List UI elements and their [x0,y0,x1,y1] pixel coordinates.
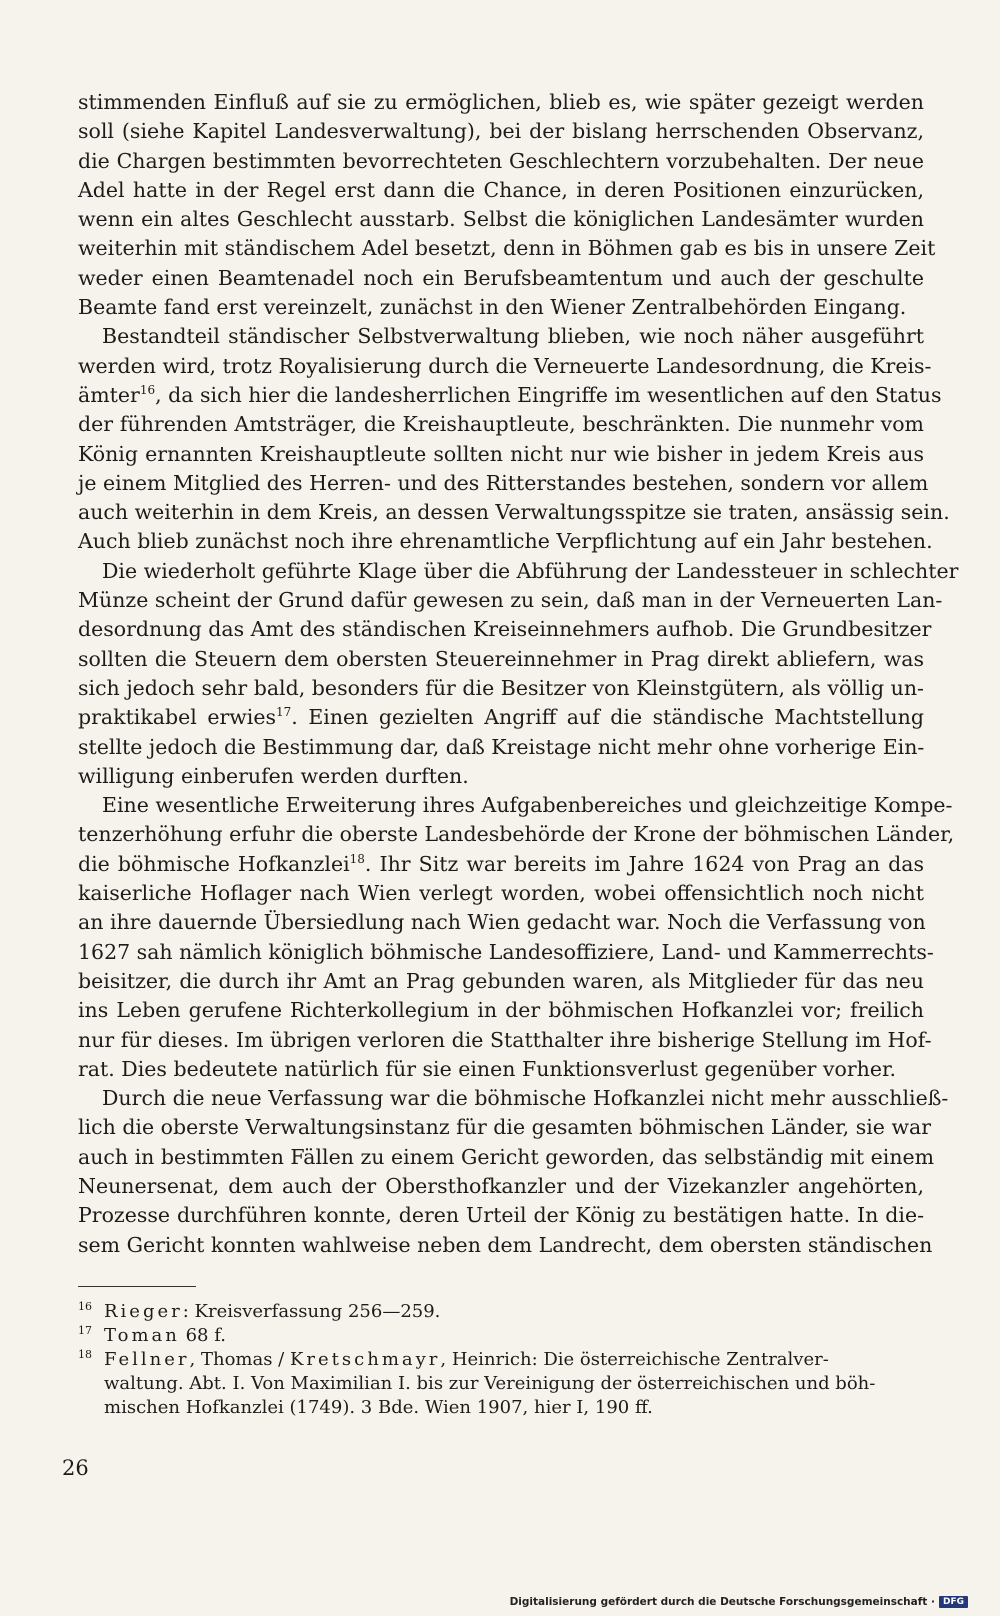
text-line [78,703,924,732]
text-line [78,850,924,879]
paragraph-4 [78,791,955,1084]
footnote-ref-17: 17 [276,705,292,720]
text-line: Münze scheint der Grund dafür gewesen zu sein, daß man in der Verneuerten Lan- [78,588,943,613]
text-line: Bestandteil ständischer Selbstverwaltung blieben, wie noch näher ausgeführt [102,324,924,349]
text-line: je einem Mitglied des Herren- und des Ritterstandes bestehen, sondern vor allem [78,470,929,495]
footnote-author: Fellner [104,1349,190,1370]
text-segment: , da sich hier die landesherrlichen Eingriffe im wesentlichen auf den Status [155,382,942,407]
text-line: ins Leben gerufene Richterkollegium in der böhmischen Hofkanzlei vor; freilich [78,998,924,1023]
dfg-logo: DFG [939,1596,968,1608]
text-line: weder einen Beamtenadel noch ein Berufsbeamtentum und auch der geschulte [78,265,924,290]
credit-text: Digitalisierung gefördert durch die Deutsche Forschungsgemeinschaft · [509,1596,935,1608]
text-line: wenn ein altes Geschlecht ausstarb. Selbst die königlichen Landesämter wurden [78,207,924,232]
footnote-18: 18 Fellner, Thomas / Kretschmayr, Heinrich: Die österreichische Zentralver- waltung. Abt. I. Von Maximilian I. bis zur Vereinigung der österreichischen und böh- mischen Hofkanzlei (1749). 3 Bde. Wien 1907, hier I, 190 ff. [78,1348,924,1420]
text-line: Adel hatte in der Regel erst dann die Chance, in deren Positionen einzurücken, [78,177,924,202]
text-line: der führenden Amtsträger, die Kreishauptleute, beschränkten. Die nunmehr vom [78,412,924,437]
text-line: desordnung das Amt des ständischen Kreiseinnehmers aufhob. Die Grundbesitzer [78,617,932,642]
text-line [78,381,942,410]
text-line: rat. Dies bedeutete natürlich für sie einen Funktionsverlust gegenüber vorher. [78,1056,897,1081]
text-line: Die wiederholt geführte Klage über die Abführung der Landessteuer in schlechter [102,558,959,583]
digitization-credit [510,1596,968,1608]
text-line: Auch blieb zunächst noch ihre ehrenamtliche Verpflichtung auf ein Jahr bestehen. [78,529,933,554]
footnote-ref-16: 16 [139,382,156,397]
text-line: beisitzer, die durch ihr Amt an Prag gebunden waren, als Mitglieder für das neu [78,968,924,993]
text-segment: ämter [78,382,140,407]
text-segment: . Ihr Sitz war bereits im Jahre 1624 von Prag an das [364,851,924,876]
text-line: an ihre dauernde Übersiedlung nach Wien gedacht war. Noch die Verfassung von [78,910,926,935]
footnote-text: 68 f. [179,1325,226,1346]
text-line: sem Gericht konnten wahlweise neben dem Landrecht, dem obersten ständischen [78,1232,933,1257]
text-line: Neunersenat, dem auch der Obersthofkanzler und der Vizekanzler angehörten, [78,1173,924,1198]
footnote-ref-18: 18 [349,851,365,866]
footnote-text: , Thomas / [189,1349,290,1370]
text-line: nur für dieses. Im übrigen verloren die Statthalter ihre bisherige Stellung im Hof- [78,1027,932,1052]
text-line: König ernannten Kreishauptleute sollten nicht nur wie bisher in jedem Kreis aus [78,441,924,466]
text-line: Beamte fand erst vereinzelt, zunächst in den Wiener Zentralbehörden Eingang. [78,295,907,320]
paragraph-5 [78,1084,949,1260]
footnote-text: , Heinrich: Die österreichische Zentralver- [440,1349,829,1370]
footnote-text: waltung. Abt. I. Von Maximilian I. bis zur Vereinigung der österreichischen und böh- [104,1373,876,1394]
text-line: willigung einberufen werden durften. [78,763,469,788]
text-line: weiterhin mit ständischem Adel besetzt, denn in Böhmen gab es bis in unsere Zeit [78,236,936,261]
text-segment: die böhmische Hofkanzlei [78,851,350,876]
text-line: stimmenden Einfluß auf sie zu ermöglichen, blieb es, wie später gezeigt werden [78,90,924,114]
text-line: Eine wesentliche Erweiterung ihres Aufgabenbereiches und gleichzeitige Kompe- [102,793,953,818]
text-segment: praktikabel erwies [78,705,277,730]
paragraph-2 [78,322,950,556]
text-line: die Chargen bestimmten bevorrechteten Geschlechtern vorzubehalten. Der neue [78,148,924,173]
text-line: soll (siehe Kapitel Landesverwaltung), bei der bislang herrschenden Observanz, [78,119,924,144]
footnote-text: : Kreisverfassung 256—259. [182,1301,441,1322]
footnote-author: Toman [104,1325,180,1346]
main-text [78,88,959,1260]
footnote-divider [78,1286,196,1287]
footnotes [78,1300,924,1420]
text-line: Prozesse durchführen konnte, deren Urteil der König zu bestätigen hatte. In die- [78,1203,924,1228]
text-line: stellte jedoch die Bestimmung dar, daß Kreistage nicht mehr ohne vorherige Ein- [78,734,925,759]
page-number: 26 [62,1456,89,1480]
text-line: auch in bestimmten Fällen zu einem Gericht geworden, das selbständig mit einem [78,1144,935,1169]
text-line: lich die oberste Verwaltungsinstanz für die gesamten böhmischen Länder, sie war [78,1115,932,1140]
text-line: sollten die Steuern dem obersten Steuereinnehmer in Prag direkt abliefern, was [78,646,924,671]
paragraph-3 [78,557,959,791]
text-line: sich jedoch sehr bald, besonders für die Besitzer von Kleinstgütern, als völlig un- [78,675,924,700]
text-line: tenzerhöhung erfuhr die oberste Landesbehörde der Krone der böhmischen Länder, [78,822,955,847]
text-line: 1627 sah nämlich königlich böhmische Landesoffiziere, Land- und Kammerrechts- [78,939,934,964]
text-line: werden wird, trotz Royalisierung durch die Verneuerte Landesordnung, die Kreis- [78,353,932,378]
footnote-17: 17 Toman 68 f. [78,1324,226,1346]
footnote-text: mischen Hofkanzlei (1749). 3 Bde. Wien 1907, hier I, 190 ff. [104,1397,653,1418]
text-line: auch weiterhin in dem Kreis, an dessen Verwaltungsspitze sie traten, ansässig sein. [78,500,950,525]
text-line: Durch die neue Verfassung war die böhmische Hofkanzlei nicht mehr ausschließ- [102,1086,949,1111]
text-segment: . Einen gezielten Angriff auf die ständische Machtstellung [291,705,924,730]
footnote-author: Kretschmayr [289,1349,441,1370]
footnote-author: Rieger [104,1301,183,1322]
footnote-16: 16 Rieger: Kreisverfassung 256—259. [78,1300,441,1322]
text-line: kaiserliche Hoflager nach Wien verlegt worden, wobei offensichtlich noch nicht [78,881,924,906]
paragraph-1 [78,88,936,322]
